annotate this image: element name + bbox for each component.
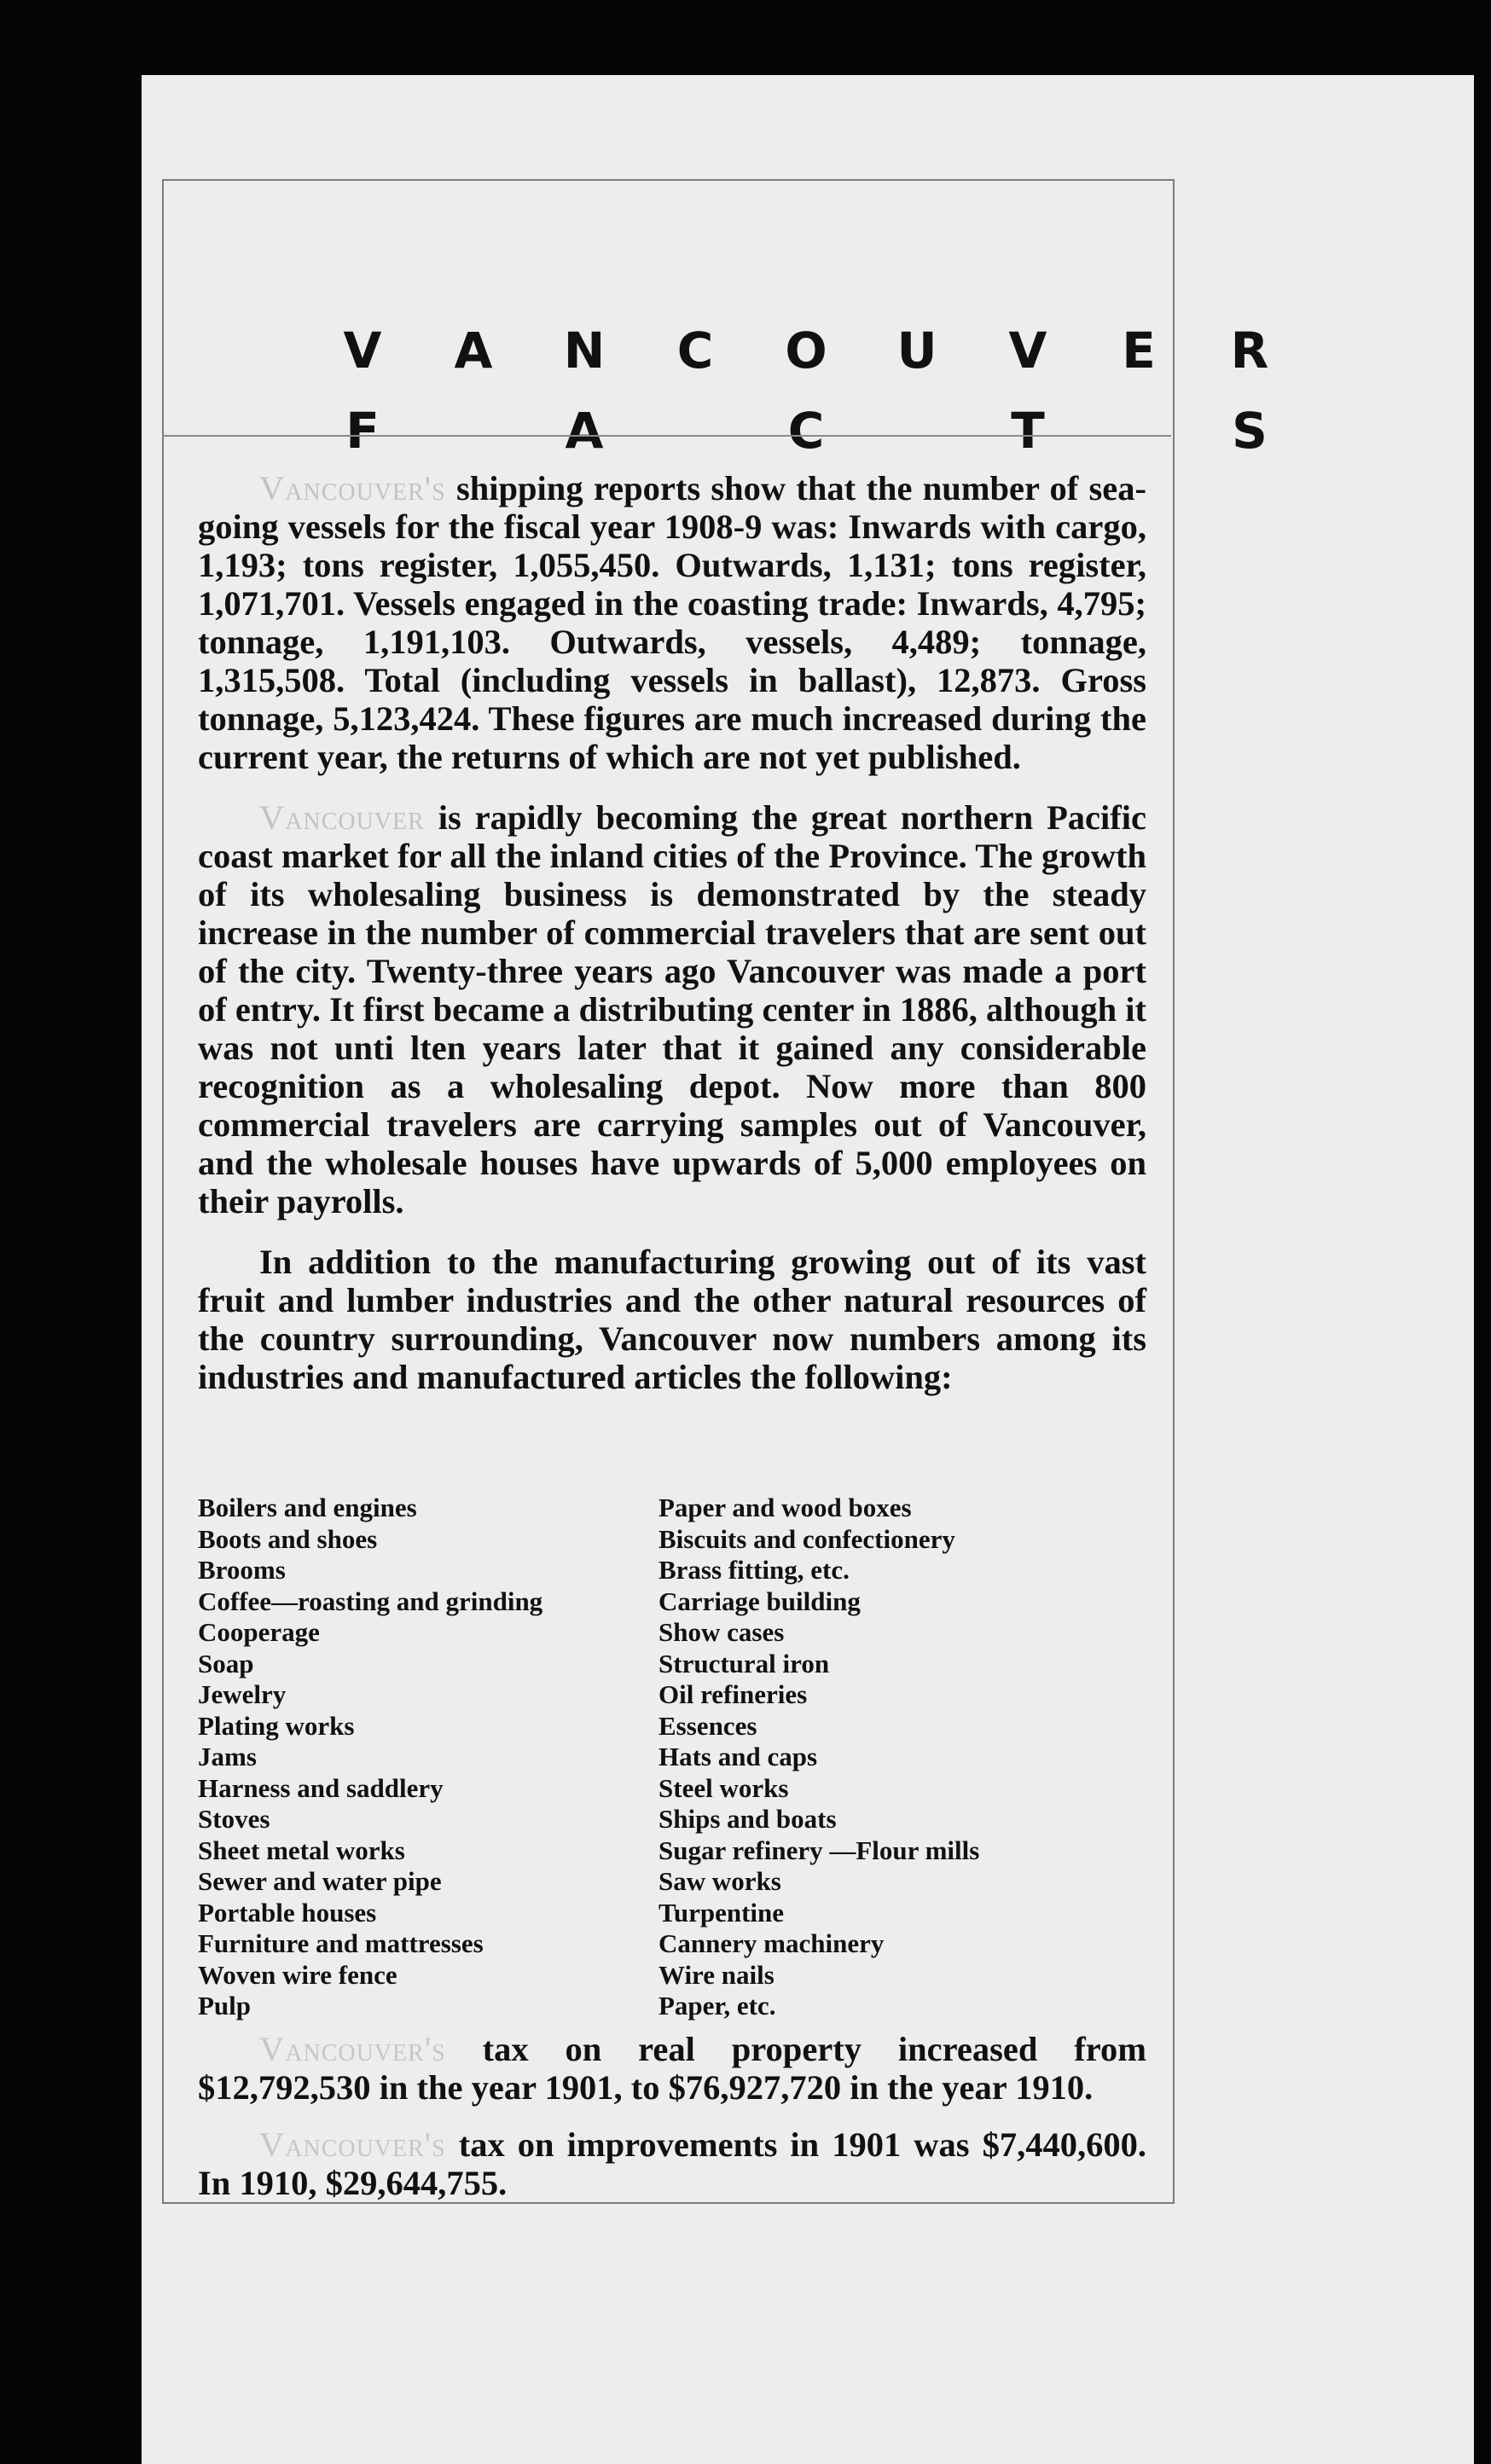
title-letter: O	[785, 322, 827, 380]
paragraph-text: tax on improvements in 1901 was $7,440,600. In 1910, $29,644,755.	[198, 2125, 1147, 2202]
list-item: Soap	[198, 1648, 254, 1678]
paragraph-lead: Vancouver's	[259, 2125, 446, 2164]
list-item: Stoves	[198, 1804, 270, 1834]
title-letter: F	[345, 402, 380, 460]
title-letter: S	[1232, 402, 1268, 460]
paragraph-text: shipping reports show that the number of sea-going vessels for the fiscal year 1908-9 was: Inwards with cargo, 1,193; tons register, 1,055,450. Outwards, 1,131; tons register, 1,071,701. Vessels engaged in the coasting trade: Inwards, 4,795; tonnage, 1,191,103. Outwards, vessels, 4,489; tonnage, 1,315,508. Total (including vessels in ballast), 12,873. Gross tonnage, 5,123,424. These figures are much increased during the current year, the returns of which are not yet published.	[198, 469, 1146, 776]
paragraph-real-property-tax	[198, 2030, 1146, 2107]
list-item: Plating works	[198, 1710, 355, 1741]
list-item: Brooms	[198, 1555, 286, 1585]
list-item: Ships and boats	[658, 1804, 837, 1834]
paragraph-lead: Vancouver's	[259, 2030, 446, 2068]
list-item: Harness and saddlery	[198, 1772, 444, 1803]
list-item: Cooperage	[198, 1617, 320, 1647]
list-item: Jewelry	[198, 1679, 287, 1709]
paragraph-lead: Vancouver	[259, 798, 425, 837]
list-item: Saw works	[658, 1866, 781, 1896]
paragraph-improvements-tax	[198, 2125, 1146, 2202]
list-item: Pulp	[198, 1991, 252, 2020]
list-item: Paper and wood boxes	[658, 1493, 912, 1522]
title-letter: E	[1122, 322, 1156, 380]
title-letter: U	[896, 322, 937, 380]
list-item: Steel works	[658, 1772, 789, 1803]
list-item: Structural iron	[658, 1648, 830, 1678]
title-letter: V	[343, 322, 382, 380]
list-item: Sugar refinery —Flour mills	[658, 1835, 980, 1865]
title-line-facts	[341, 402, 1271, 460]
list-item: Furniture and mattresses	[198, 1928, 484, 1958]
list-item: Carriage building	[658, 1586, 861, 1616]
paragraph-lead: Vancouver's	[259, 469, 446, 507]
title-letter: R	[1230, 322, 1269, 380]
title-letter: C	[787, 402, 825, 460]
list-item: Show cases	[658, 1617, 785, 1647]
list-item: Hats and caps	[658, 1742, 818, 1771]
tax-paragraphs	[198, 2030, 1146, 2221]
paragraph-shipping	[198, 469, 1146, 776]
paragraph-text: tax on real property increased from $12,792,530 in the year 1901, to $76,927,720 in the year 1910.	[198, 2030, 1147, 2107]
list-item: Sheet metal works	[198, 1835, 405, 1865]
paragraph-text: is rapidly becoming the great northern Pacific coast market for all the inland cities of the Province. The growth of its wholesaling business is demonstrated by the steady increase in the number of commercial travelers that are sent out of the city. Twenty-three years ago Vancouver was made a port of entry. It first became a distributing center in 1886, although it was not unti lten years later that it gained any considerable recognition as a wholesaling depot. Now more than 800 commercial travelers are carrying samples out of Vancouver, and the wholesale houses have upwards of 5,000 employees on their payrolls.	[198, 798, 1146, 1220]
title-letter: A	[565, 402, 604, 460]
title-letter: V	[1008, 322, 1047, 380]
list-item: Brass fitting, etc.	[658, 1555, 850, 1585]
list-item: Sewer and water pipe	[198, 1866, 442, 1896]
list-item: Turpentine	[658, 1897, 785, 1928]
title-letter: A	[454, 322, 493, 380]
list-item: Wire nails	[658, 1959, 775, 1990]
industries-column-right	[658, 1493, 1146, 2022]
list-item: Paper, etc.	[658, 1991, 776, 2020]
list-item: Boots and shoes	[198, 1523, 378, 1554]
list-item: Biscuits and confectionery	[658, 1523, 955, 1554]
paragraph-wholesale	[198, 798, 1146, 1220]
paragraph-industries-intro: In addition to the manufacturing growing out of its vast fruit and lumber industries and the other natural resources of the country surrounding, Vancouver now numbers among its industries and manufactured articles the following:	[198, 1243, 1146, 1396]
list-item: Woven wire fence	[198, 1959, 397, 1990]
list-item: Portable houses	[198, 1897, 377, 1928]
title-line-vancouver	[341, 322, 1271, 380]
body-text	[198, 469, 1146, 1396]
list-item: Essences	[658, 1710, 757, 1741]
list-item: Boilers and engines	[198, 1493, 417, 1522]
list-item: Jams	[198, 1742, 257, 1771]
list-item: Cannery machinery	[658, 1928, 885, 1958]
title-divider	[162, 435, 1171, 437]
title-letter: C	[676, 322, 714, 380]
industries-column-left	[198, 1493, 658, 2022]
title-letter: N	[563, 322, 606, 380]
industries-list	[198, 1493, 1146, 2022]
title-letter: T	[1011, 402, 1045, 460]
list-item: Coffee—roasting and grinding	[198, 1586, 543, 1616]
list-item: Oil refineries	[658, 1679, 808, 1709]
